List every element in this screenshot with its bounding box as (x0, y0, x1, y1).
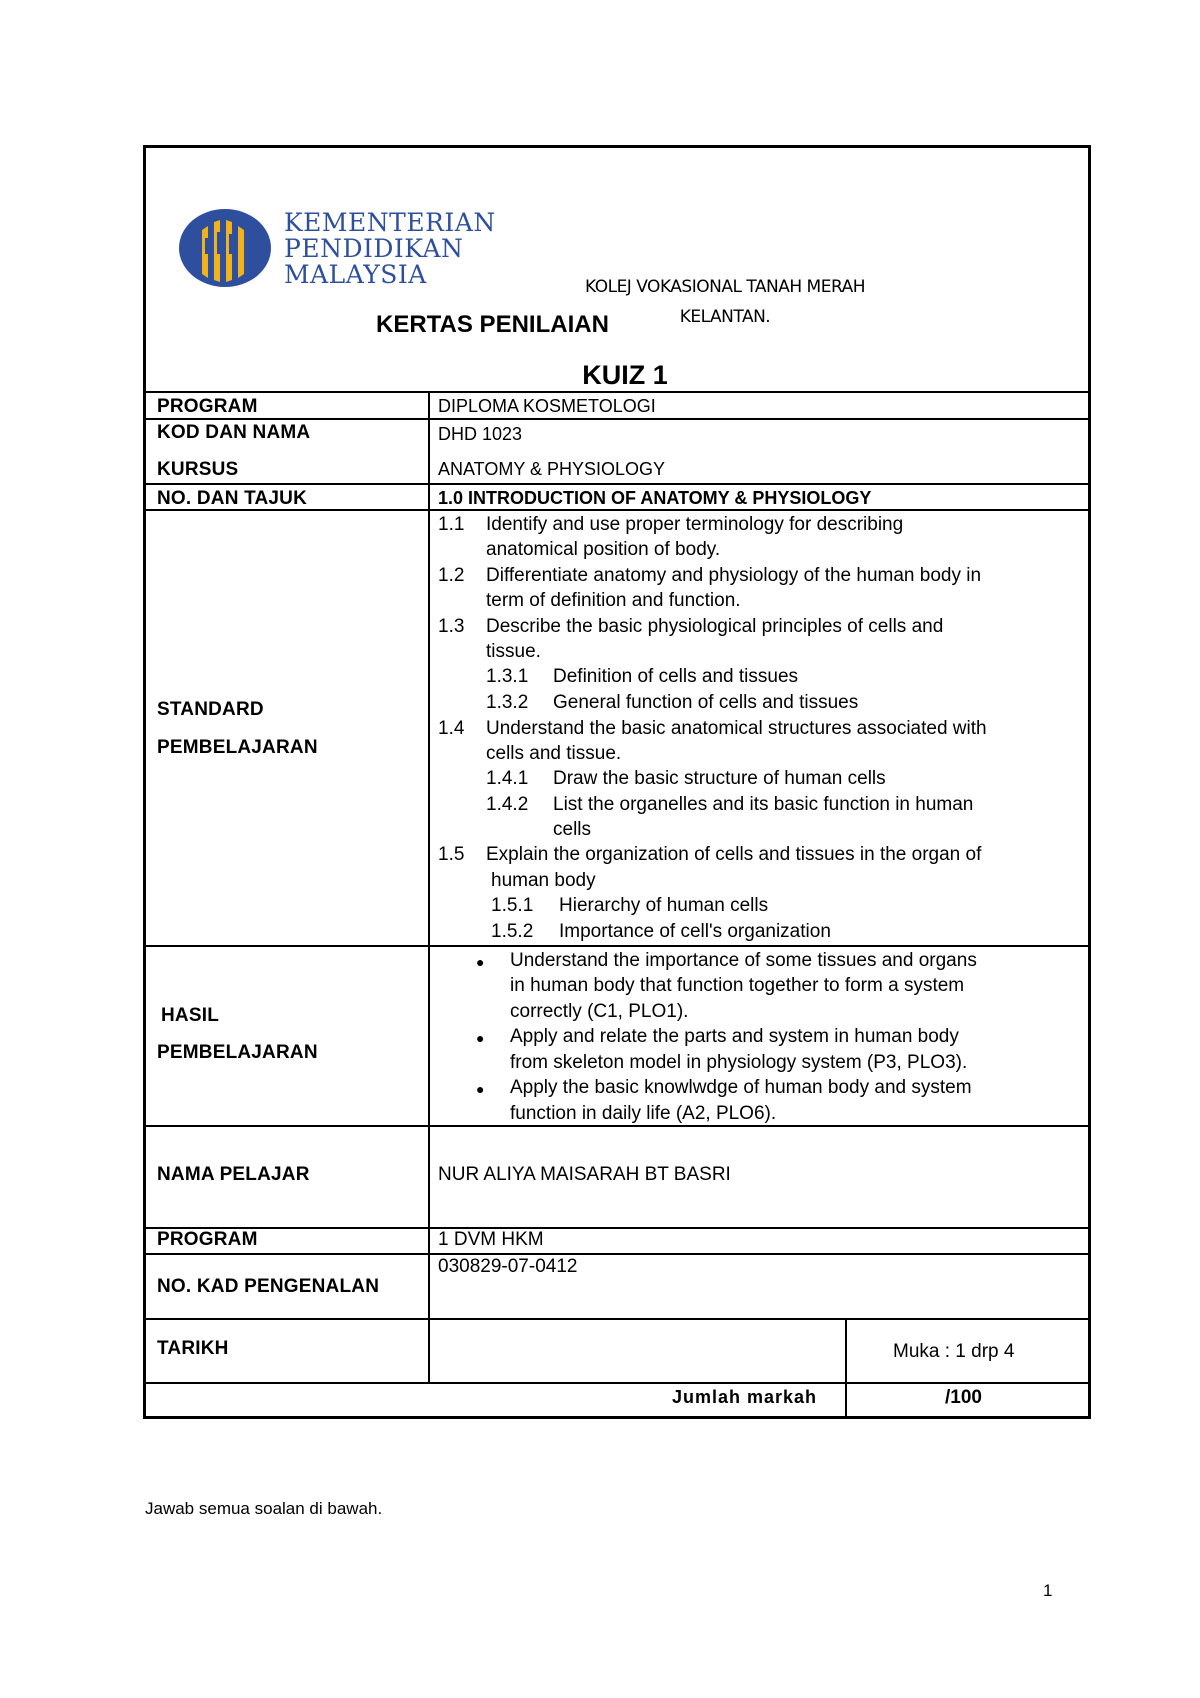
list-item: Identify and use proper terminology for describing (486, 514, 904, 535)
list-item: General function of cells and tissues (553, 692, 859, 713)
row-divider (145, 1125, 1089, 1127)
list-item: Differentiate anatomy and physiology of the human body in (486, 565, 982, 586)
row-divider (145, 509, 1089, 511)
course-label-line-2: KURSUS (157, 459, 239, 480)
row-divider (145, 945, 1089, 947)
list-item: Hierarchy of human cells (559, 895, 769, 916)
ic-label: NO. KAD PENGENALAN (157, 1276, 380, 1297)
instruction-text: Jawab semua soalan di bawah. (145, 1499, 383, 1518)
topic-value: 1.0 INTRODUCTION OF ANATOMY & PHYSIOLOGY (438, 488, 872, 508)
column-divider (845, 1318, 847, 1416)
column-divider (428, 391, 430, 1382)
college-name: KOLEJ VOKASIONAL TANAH MERAH (585, 277, 865, 297)
list-item: Apply and relate the parts and system in human body (510, 1026, 959, 1047)
list-item: function in daily life (A2, PLO6). (510, 1103, 777, 1124)
course-name: ANATOMY & PHYSIOLOGY (438, 459, 666, 479)
standard-label-line-1: STANDARD (157, 699, 264, 720)
program-value: DIPLOMA KOSMETOLOGI (438, 396, 656, 416)
list-item: Definition of cells and tissues (553, 666, 799, 687)
date-label: TARIKH (157, 1338, 229, 1359)
outcome-label-line-1: HASIL (161, 1005, 219, 1026)
class-value: 1 DVM HKM (438, 1229, 544, 1250)
list-item: 1.1 (438, 514, 465, 535)
list-item: Importance of cell's organization (559, 921, 831, 942)
list-item: 1.5.1 (491, 895, 534, 916)
course-label-line-1: KOD DAN NAMA (157, 422, 311, 443)
list-item: 1.5.2 (491, 921, 534, 942)
list-item: Draw the basic structure of human cells (553, 768, 886, 789)
program-label: PROGRAM (157, 396, 258, 417)
list-item: anatomical position of body. (486, 539, 721, 560)
row-divider (145, 1253, 1089, 1255)
list-item: 1.4.1 (486, 768, 529, 789)
list-item: from skeleton model in physiology system (P3, PLO3). (510, 1052, 968, 1073)
list-item: human body (491, 870, 596, 891)
list-item: Understand the importance of some tissues and organs (510, 950, 977, 971)
course-code: DHD 1023 (438, 424, 523, 444)
row-divider (145, 391, 1089, 393)
ic-value: 030829-07-0412 (438, 1256, 578, 1277)
row-divider (145, 1382, 1089, 1384)
list-item: in human body that function together to form a system (510, 975, 965, 996)
row-divider (145, 418, 1089, 420)
ministry-name-line-2: PENDIDIKAN (284, 234, 464, 263)
list-item: correctly (C1, PLO1). (510, 1001, 689, 1022)
row-divider (145, 1227, 1089, 1229)
list-item: term of definition and function. (486, 590, 741, 611)
page-number: 1 (1043, 1581, 1053, 1600)
bullet-icon: ● (476, 954, 485, 970)
ministry-name-line-3: MALAYSIA (284, 260, 427, 289)
list-item: 1.4.2 (486, 794, 529, 815)
total-marks-label: Jumlah markah (672, 1387, 818, 1407)
list-item: Describe the basic physiological principles of cells and (486, 616, 944, 637)
list-item: Understand the basic anatomical structures associated with (486, 718, 987, 739)
list-item: 1.2 (438, 565, 465, 586)
college-state: KELANTAN. (679, 307, 771, 327)
quiz-title: KUIZ 1 (582, 360, 668, 390)
row-divider (145, 1318, 1089, 1320)
list-item: tissue. (486, 641, 541, 662)
list-item: Explain the organization of cells and tissues in the organ of (486, 844, 982, 865)
outcome-label-line-2: PEMBELAJARAN (157, 1042, 318, 1063)
list-item: 1.4 (438, 718, 465, 739)
page-info: Muka : 1 drp 4 (893, 1341, 1015, 1362)
list-item: cells and tissue. (486, 743, 622, 764)
bullet-icon: ● (476, 1081, 485, 1097)
row-divider (145, 483, 1089, 485)
list-item: 1.3.2 (486, 692, 529, 713)
ministry-name-line-1: KEMENTERIAN (284, 208, 496, 237)
list-item: cells (553, 819, 592, 840)
standard-label-line-2: PEMBELAJARAN (157, 737, 318, 758)
topic-label: NO. DAN TAJUK (157, 488, 308, 509)
total-marks-value: /100 (945, 1387, 982, 1408)
list-item: 1.3.1 (486, 666, 529, 687)
list-item: Apply the basic knowlwdge of human body and system (510, 1077, 972, 1098)
bullet-icon: ● (476, 1030, 485, 1046)
list-item: List the organelles and its basic function in human (553, 794, 974, 815)
student-name-value: NUR ALIYA MAISARAH BT BASRI (438, 1164, 731, 1185)
list-item: 1.5 (438, 844, 465, 865)
class-label: PROGRAM (157, 1229, 258, 1250)
paper-title: KERTAS PENILAIAN (376, 311, 609, 338)
student-name-label: NAMA PELAJAR (157, 1164, 310, 1185)
list-item: 1.3 (438, 616, 465, 637)
